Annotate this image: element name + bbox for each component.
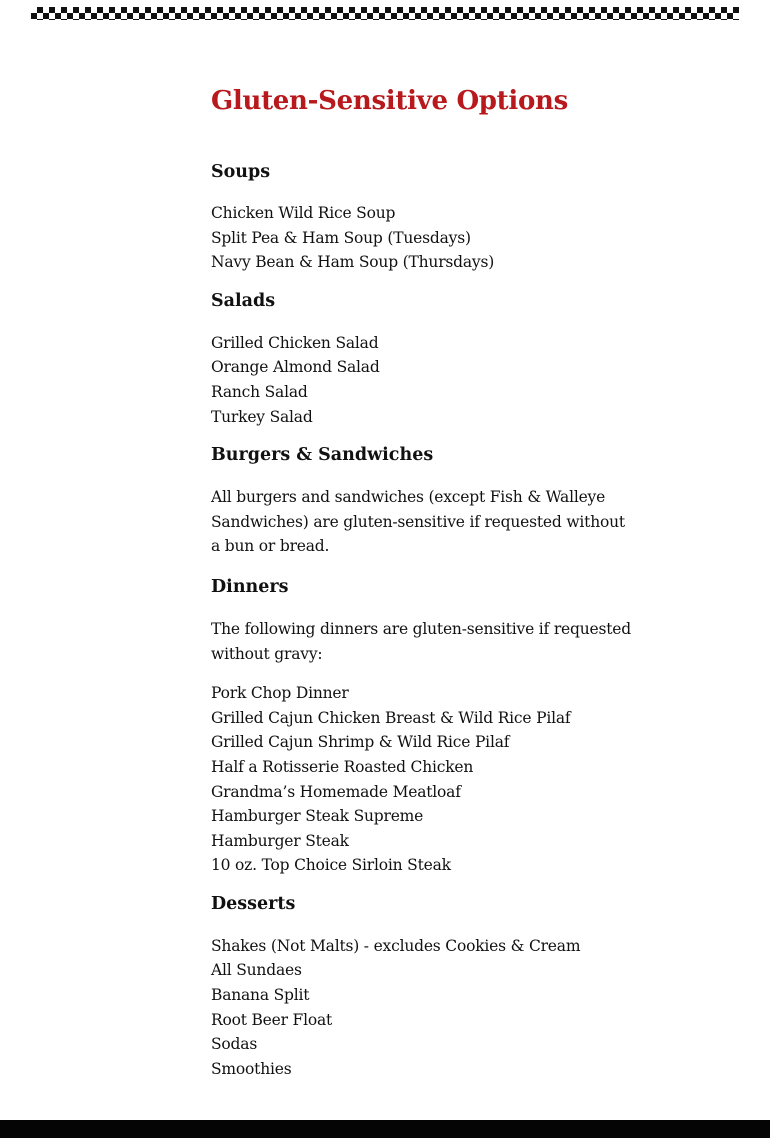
list-item: Grilled Chicken Salad [211, 333, 379, 352]
list-item: Split Pea & Ham Soup (Tuesdays) [211, 228, 471, 247]
soups-list [211, 201, 631, 275]
list-item: Orange Almond Salad [211, 358, 380, 377]
menu-content [211, 84, 631, 1081]
section-title-salads: Salads [211, 290, 276, 311]
list-item: Chicken Wild Rice Soup [211, 204, 396, 222]
list-item: Root Beer Float [211, 1010, 333, 1029]
list-item: Half a Rotisserie Roasted Chicken [211, 757, 474, 776]
desserts-list [211, 934, 631, 1082]
list-item: Hamburger Steak Supreme [211, 807, 424, 826]
list-item: All Sundaes [211, 961, 302, 980]
list-item: Ranch Salad [211, 382, 308, 401]
list-item: Hamburger Steak [211, 831, 349, 850]
list-item: Grilled Cajun Shrimp & Wild Rice Pilaf [211, 733, 510, 752]
list-item: Turkey Salad [211, 407, 313, 426]
list-item: Navy Bean & Ham Soup (Thursdays) [211, 253, 495, 272]
dinners-note: The following dinners are gluten-sensitive if requested without gravy: [211, 619, 631, 663]
list-item: Sodas [211, 1035, 258, 1054]
salads-list [211, 331, 631, 429]
section-title-soups: Soups [211, 162, 271, 182]
list-item: Banana Split [211, 986, 310, 1005]
dinners-list [211, 681, 631, 878]
page-title: Gluten-Sensitive Options [211, 86, 568, 116]
burgers-note: All burgers and sandwiches (except Fish & Walleye Sandwiches) are gluten-sensitive if requested without a bun or bread. [211, 488, 625, 556]
section-title-dinners: Dinners [211, 576, 289, 597]
list-item: Grandma’s Homemade Meatloaf [211, 782, 461, 801]
list-item: Smoothies [211, 1059, 292, 1078]
list-item: Shakes (Not Malts) - excludes Cookies & Cream [211, 936, 581, 955]
section-title-burgers: Burgers & Sandwiches [211, 445, 434, 466]
list-item: 10 oz. Top Choice Sirloin Steak [211, 856, 451, 875]
section-title-desserts: Desserts [211, 893, 296, 914]
checkered-border [31, 7, 739, 20]
list-item: Pork Chop Dinner [211, 684, 349, 703]
list-item: Grilled Cajun Chicken Breast & Wild Rice Pilaf [211, 708, 571, 727]
footer-bar [0, 1120, 770, 1138]
